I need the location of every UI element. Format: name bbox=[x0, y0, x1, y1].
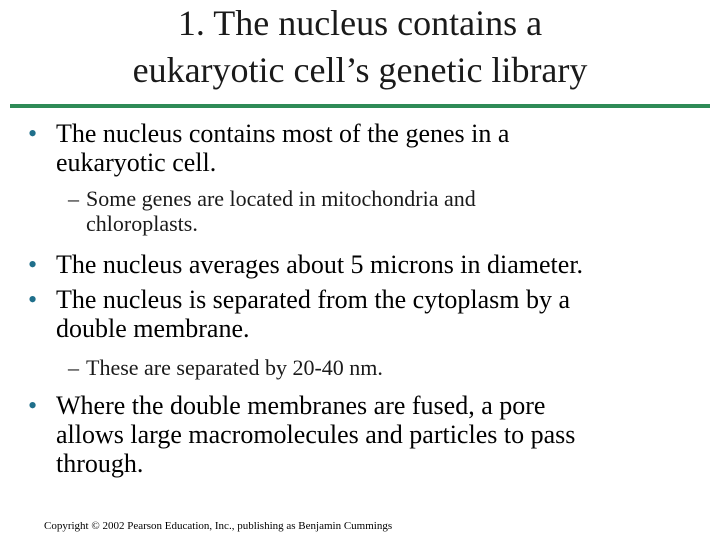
bullet-icon: • bbox=[28, 391, 38, 420]
bullet-icon: • bbox=[28, 119, 38, 148]
bullet-item-4-line-1: Where the double membranes are fused, a pore bbox=[56, 391, 546, 420]
slide-title-line-2: eukaryotic cell’s genetic library bbox=[132, 50, 588, 90]
bullet-item-4 bbox=[28, 391, 575, 478]
slide-title bbox=[0, 0, 720, 94]
dash-icon: – bbox=[68, 355, 79, 380]
bullet-item-1-line-1: The nucleus contains most of the genes in a bbox=[56, 119, 510, 148]
sub-bullet-item-2 bbox=[68, 355, 383, 380]
bullet-item-2-line-1: The nucleus averages about 5 microns in diameter. bbox=[56, 250, 584, 279]
bullet-item-2 bbox=[28, 250, 583, 279]
bullet-item-1 bbox=[28, 119, 509, 177]
slide-title-line-1: 1. The nucleus contains a bbox=[177, 3, 543, 43]
bullet-icon: • bbox=[28, 285, 38, 314]
bullet-item-3 bbox=[28, 285, 570, 343]
bullet-item-3-line-1: The nucleus is separated from the cytoplasm by a bbox=[56, 285, 571, 314]
sub-bullet-item-2-line-1: These are separated by 20-40 nm. bbox=[86, 355, 383, 380]
sub-bullet-item-1 bbox=[68, 186, 476, 236]
bullet-item-4-line-3: through. bbox=[56, 449, 144, 478]
bullet-item-1-line-2: eukaryotic cell. bbox=[56, 148, 217, 177]
bullet-item-3-line-2: double membrane. bbox=[56, 314, 250, 343]
title-divider bbox=[10, 104, 710, 108]
dash-icon: – bbox=[68, 186, 79, 211]
copyright-footer: Copyright © 2002 Pearson Education, Inc., publishing as Benjamin Cummings bbox=[44, 520, 393, 532]
bullet-icon: • bbox=[28, 250, 38, 279]
sub-bullet-item-1-line-2: chloroplasts. bbox=[86, 211, 198, 236]
bullet-item-4-line-2: allows large macromolecules and particles to pass bbox=[56, 420, 576, 449]
sub-bullet-item-1-line-1: Some genes are located in mitochondria and bbox=[86, 186, 476, 211]
